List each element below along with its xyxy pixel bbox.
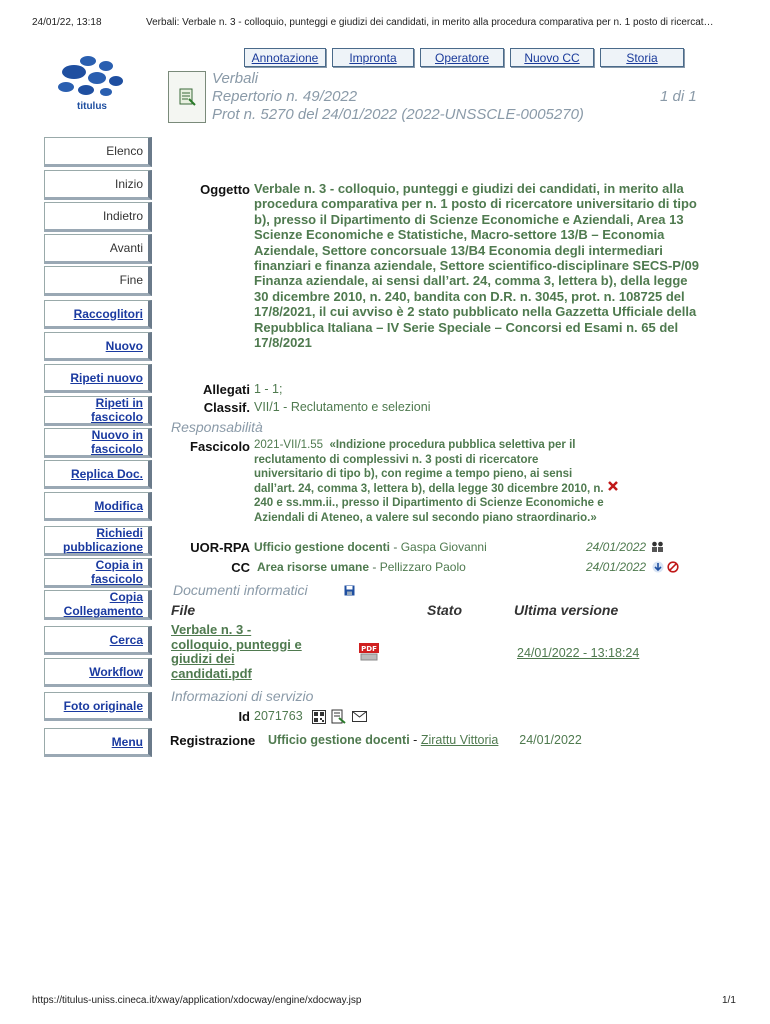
raccoglitori-button[interactable]: Raccoglitori [44,300,152,329]
uor-office: Ufficio gestione docenti [254,540,391,554]
cc-date: 24/01/2022 [586,560,647,574]
copia-in-fascicolo-button[interactable]: Copia in fascicolo [44,558,152,588]
indietro-button[interactable]: Indietro [44,202,152,232]
nuovo-cc-button[interactable]: Nuovo CC [510,48,594,67]
fascicolo-block [254,438,606,526]
nuovo-in-fascicolo-button[interactable]: Nuovo in fascicolo [44,428,152,458]
col-stato: Stato [427,602,462,618]
allegati-value: 1 - 1; [254,382,283,396]
fascicolo-link[interactable]: «Indizione procedura pubblica selettiva per il reclutamento di complessivi n. 3 posti di ricercatore universitario di tipo b), con regime a tempo pieno, ai sensi dall’art. 24, comma 3, lettera b), della legge 30 dicembre 2010, n. 240 e ss.mm.ii., presso il Dipartimento di Scienze Economiche e Aziendali di Ateneo, a valere sul secondo piano straordinario.» [254,439,604,524]
responsabilita-title: Responsabilità [171,419,263,435]
cc-person: Pellizzaro Paolo [379,560,466,574]
allegati-label: Allegati [203,382,250,397]
cc-value: Area risorse umane - Pellizzaro Paolo [257,560,466,574]
fine-button[interactable]: Fine [44,266,152,296]
pager: 1 di 1 [660,88,697,105]
logo-text: titulus [77,101,107,112]
cc-label: CC [231,560,250,575]
ripeti-nuovo-button[interactable]: Ripeti nuovo [44,364,152,393]
id-label: Id [238,709,250,724]
svg-text:PDF: PDF [361,645,377,653]
qr-code-icon[interactable] [312,710,326,724]
avanti-button[interactable]: Avanti [44,234,152,264]
reg-date: 24/01/2022 [519,733,582,747]
workflow-button[interactable]: Workflow [44,658,152,687]
uor-person: Gaspa Giovanni [400,540,487,554]
classif-value: VII/1 - Reclutamento e selezioni [254,400,431,414]
col-ultima-versione: Ultima versione [514,602,619,618]
print-page: 1/1 [722,995,736,1006]
reg-office: Ufficio gestione docenti [268,733,410,747]
top-nav [244,48,684,67]
oggetto-text: Verbale n. 3 - colloquio, punteggi e giudizi dei candidati, in merito alla procedura comparativa per n. 1 posto di ricercatore universitario di tipo b), presso il Dipartimento di Scienze Economiche e Aziendali, Area 13 Scienze Economiche e Statistiche, Macro-settore 13/B – Economia Aziendale, Settore concorsuale 13/B4 Economia degli intermediari finanziari e finanza aziendale, Settore scientifico-disciplinare SECS-P/09 Finanza aziendale, ai sensi dall’art. 24, comma 3, lettera b), della legge 30 dicembre 2010, n. 240, bandita con D.R. n. 3045, prot. n. 108725 del 17/8/2021, il cui avviso è 2 stato pubblicato nella Gazzetta Ufficiale della Repubblica Italiana – IV Serie Speciale – Concorsi ed Esami n. 65 del 17/8/2021 [254,181,700,351]
ripeti-in-fascicolo-button[interactable]: Ripeti in fascicolo [44,396,152,426]
impronta-button[interactable]: Impronta [332,48,414,67]
classif-label: Classif. [203,400,250,415]
document-type-icon [168,71,206,123]
annotazione-button[interactable]: Annotazione [244,48,326,67]
people-icon[interactable] [651,541,664,553]
col-file: File [171,602,196,618]
richiedi-pubblicazione-button[interactable]: Richiedi pubblicazione [44,526,152,556]
registrazione-label: Registrazione [170,733,256,748]
oggetto-label: Oggetto [200,182,250,197]
documenti-title: Documenti informatici [173,582,308,598]
storia-button[interactable]: Storia [600,48,684,67]
cerca-button[interactable]: Cerca [44,626,152,655]
foto-originale-button[interactable]: Foto originale [44,692,152,721]
inizio-button[interactable]: Inizio [44,170,152,200]
registrazione-value: Ufficio gestione docenti - Zirattu Vittoria 24/01/2022 [268,733,582,747]
cc-office: Area risorse umane [257,560,370,574]
operatore-button[interactable]: Operatore [420,48,504,67]
print-title: Verbali: Verbale n. 3 - colloquio, punteggi e giudizi dei candidati, in merito alla procedura comparativa per n. 1 posto di ricercat… [146,17,714,28]
replica-doc-button[interactable]: Replica Doc. [44,460,152,489]
elenco-button[interactable]: Elenco [44,137,152,167]
servizio-title: Informazioni di servizio [171,688,314,704]
file-link[interactable]: Verbale n. 3 - colloquio, punteggi e giudizi dei candidati.pdf [171,622,302,681]
print-url: https://titulus-uniss.cineca.it/xway/application/xdocway/engine/xdocway.jsp [32,995,362,1006]
print-datetime: 24/01/22, 13:18 [32,17,102,28]
document-header [212,70,584,124]
forbidden-icon[interactable] [667,561,679,573]
remove-fascicolo-icon[interactable] [607,480,619,492]
uor-rpa-value: Ufficio gestione docenti - Gaspa Giovanni [254,540,487,554]
uor-rpa-label: UOR-RPA [190,540,250,555]
arrow-down-icon[interactable] [652,561,664,573]
copia-collegamento-button[interactable]: Copia Collegamento [44,590,152,620]
id-value: 2071763 [254,709,303,723]
modifica-button[interactable]: Modifica [44,492,152,521]
document-edit-icon[interactable] [331,709,346,724]
doc-protocol: Prot n. 5270 del 24/01/2022 (2022-UNSSCLE-0005270) [212,106,584,123]
uor-date: 24/01/2022 [586,540,647,554]
file-version-link[interactable]: 24/01/2022 - 13:18:24 [517,646,640,660]
doc-repertorio: Repertorio n. 49/2022 [212,88,358,105]
menu-button[interactable]: Menu [44,728,152,757]
reg-person-link[interactable]: Zirattu Vittoria [420,733,499,747]
nuovo-button[interactable]: Nuovo [44,332,152,361]
save-icon[interactable] [344,585,355,596]
fascicolo-code: 2021-VII/1.55 [254,439,324,451]
mail-icon[interactable] [352,711,367,722]
doc-type: Verbali [212,70,259,87]
pdf-file-icon[interactable] [358,642,380,662]
fascicolo-label: Fascicolo [190,439,250,454]
